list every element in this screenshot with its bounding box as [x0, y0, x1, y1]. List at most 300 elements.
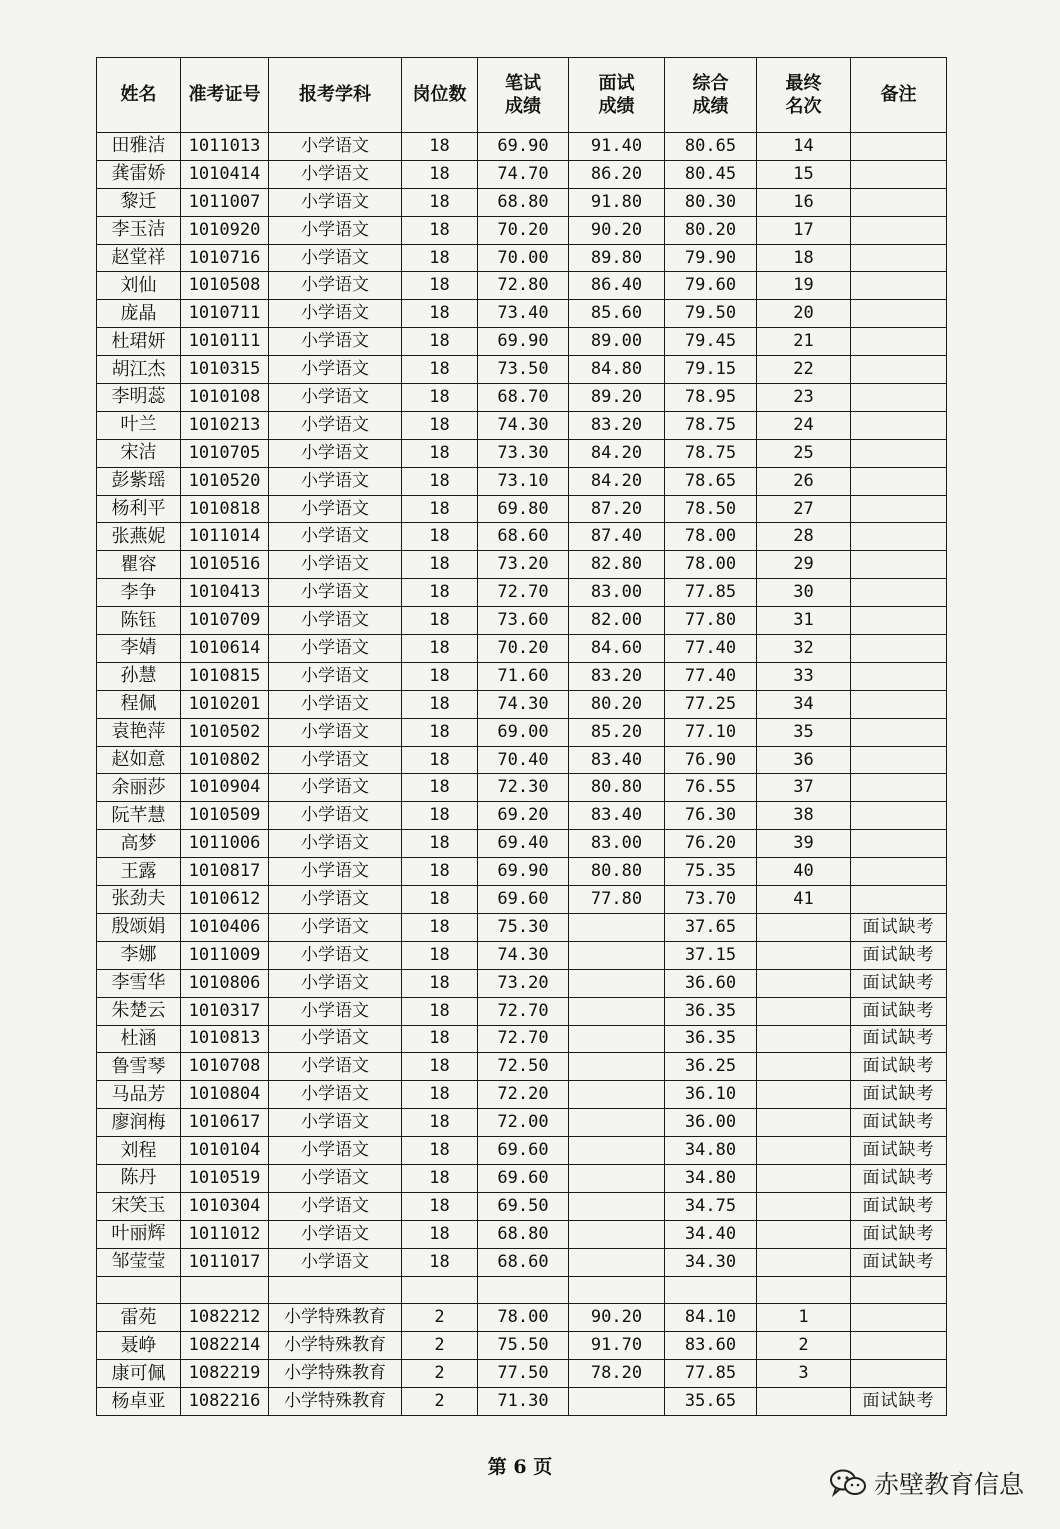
cell-interview-score: 90.20: [569, 216, 665, 244]
cell-positions: 2: [402, 1304, 478, 1332]
cell-subject: 小学语文: [269, 886, 402, 914]
table-row: [97, 1304, 947, 1332]
cell-final-rank: 36: [757, 746, 851, 774]
cell-subject: 小学语文: [269, 188, 402, 216]
cell-final-rank: [757, 1220, 851, 1248]
cell-written-score: 68.60: [478, 523, 569, 551]
cell-interview-score: 77.80: [569, 886, 665, 914]
cell-total-score: 37.15: [665, 941, 757, 969]
cell-remarks: [851, 718, 947, 746]
header-total-score: 综合 成绩: [665, 58, 757, 133]
cell-subject: 小学语文: [269, 997, 402, 1025]
cell-interview-score: 84.80: [569, 356, 665, 384]
table-row: [97, 467, 947, 495]
cell-written-score: 73.20: [478, 551, 569, 579]
cell-total-score: 79.60: [665, 272, 757, 300]
cell-remarks: 面试缺考: [851, 1109, 947, 1137]
cell-ticket-number: 1010617: [181, 1109, 269, 1137]
cell-total-score: 75.35: [665, 858, 757, 886]
cell-final-rank: [757, 1025, 851, 1053]
cell-ticket-number: 1011014: [181, 523, 269, 551]
cell-interview-score: 83.40: [569, 746, 665, 774]
cell-total-score: [665, 1276, 757, 1304]
cell-final-rank: 27: [757, 495, 851, 523]
cell-remarks: [851, 133, 947, 161]
cell-name: 龚雷娇: [97, 160, 181, 188]
cell-name: 黎迁: [97, 188, 181, 216]
cell-ticket-number: 1010612: [181, 886, 269, 914]
cell-written-score: 69.50: [478, 1192, 569, 1220]
cell-total-score: 77.25: [665, 690, 757, 718]
cell-name: 陈丹: [97, 1164, 181, 1192]
cell-name: 孙慧: [97, 662, 181, 690]
cell-subject: 小学语文: [269, 411, 402, 439]
cell-total-score: 78.50: [665, 495, 757, 523]
cell-subject: 小学语文: [269, 1081, 402, 1109]
cell-subject: 小学语文: [269, 1192, 402, 1220]
cell-name: 叶兰: [97, 411, 181, 439]
cell-name: 李争: [97, 579, 181, 607]
cell-positions: 18: [402, 495, 478, 523]
cell-positions: 18: [402, 160, 478, 188]
table-row: [97, 188, 947, 216]
cell-written-score: 69.60: [478, 1164, 569, 1192]
cell-interview-score: 86.40: [569, 272, 665, 300]
cell-name: 余丽莎: [97, 774, 181, 802]
cell-subject: 小学语文: [269, 858, 402, 886]
cell-total-score: 34.75: [665, 1192, 757, 1220]
cell-remarks: [851, 216, 947, 244]
cell-positions: 18: [402, 774, 478, 802]
cell-positions: 18: [402, 830, 478, 858]
cell-positions: 18: [402, 690, 478, 718]
table-row: [97, 579, 947, 607]
cell-name: 宋笑玉: [97, 1192, 181, 1220]
cell-subject: 小学语文: [269, 439, 402, 467]
table-row: [97, 969, 947, 997]
cell-subject: 小学语文: [269, 718, 402, 746]
cell-interview-score: 90.20: [569, 1304, 665, 1332]
cell-name: 瞿容: [97, 551, 181, 579]
cell-ticket-number: 1011017: [181, 1248, 269, 1276]
cell-positions: 18: [402, 1164, 478, 1192]
cell-name: 朱楚云: [97, 997, 181, 1025]
cell-positions: 18: [402, 635, 478, 663]
cell-name: 阮芊慧: [97, 802, 181, 830]
table-row: [97, 1332, 947, 1360]
cell-positions: 18: [402, 384, 478, 412]
cell-subject: 小学语文: [269, 133, 402, 161]
header-positions: 岗位数: [402, 58, 478, 133]
cell-subject: 小学语文: [269, 328, 402, 356]
cell-written-score: 69.40: [478, 830, 569, 858]
cell-final-rank: 2: [757, 1332, 851, 1360]
cell-written-score: 75.50: [478, 1332, 569, 1360]
cell-name: 庞晶: [97, 300, 181, 328]
cell-ticket-number: 1011006: [181, 830, 269, 858]
cell-final-rank: [757, 997, 851, 1025]
cell-ticket-number: 1011012: [181, 1220, 269, 1248]
header-name: 姓名: [97, 58, 181, 133]
cell-total-score: 77.85: [665, 1360, 757, 1388]
cell-positions: [402, 1276, 478, 1304]
cell-written-score: 72.70: [478, 579, 569, 607]
cell-positions: 2: [402, 1360, 478, 1388]
cell-remarks: [851, 1360, 947, 1388]
cell-total-score: 79.50: [665, 300, 757, 328]
cell-remarks: 面试缺考: [851, 913, 947, 941]
cell-name: 廖润梅: [97, 1109, 181, 1137]
cell-total-score: 76.55: [665, 774, 757, 802]
header-final-rank: 最终 名次: [757, 58, 851, 133]
cell-interview-score: 82.00: [569, 607, 665, 635]
header-written-score: 笔试 成绩: [478, 58, 569, 133]
cell-interview-score: 83.20: [569, 411, 665, 439]
cell-interview-score: 89.20: [569, 384, 665, 412]
cell-name: 杜涵: [97, 1025, 181, 1053]
cell-written-score: 73.20: [478, 969, 569, 997]
cell-ticket-number: 1010813: [181, 1025, 269, 1053]
cell-name: 殷颂娟: [97, 913, 181, 941]
cell-written-score: 69.60: [478, 886, 569, 914]
cell-remarks: [851, 579, 947, 607]
table-row: [97, 1081, 947, 1109]
cell-name: 张劲夫: [97, 886, 181, 914]
table-row: [97, 718, 947, 746]
cell-subject: 小学语文: [269, 300, 402, 328]
cell-name: 李婧: [97, 635, 181, 663]
cell-name: 高梦: [97, 830, 181, 858]
cell-ticket-number: 1011007: [181, 188, 269, 216]
cell-written-score: 74.30: [478, 941, 569, 969]
cell-remarks: [851, 356, 947, 384]
cell-total-score: 34.80: [665, 1164, 757, 1192]
cell-remarks: [851, 830, 947, 858]
cell-subject: 小学语文: [269, 244, 402, 272]
cell-ticket-number: 1010111: [181, 328, 269, 356]
cell-subject: 小学语文: [269, 1137, 402, 1165]
cell-written-score: 75.30: [478, 913, 569, 941]
cell-subject: 小学语文: [269, 216, 402, 244]
cell-ticket-number: 1010414: [181, 160, 269, 188]
cell-total-score: 79.90: [665, 244, 757, 272]
cell-subject: 小学语文: [269, 690, 402, 718]
cell-positions: 18: [402, 1192, 478, 1220]
cell-remarks: [851, 1304, 947, 1332]
cell-interview-score: 82.80: [569, 551, 665, 579]
cell-final-rank: [757, 1388, 851, 1416]
watermark-text: 赤壁教育信息: [873, 1470, 1024, 1499]
cell-interview-score: 89.00: [569, 328, 665, 356]
cell-name: 胡江杰: [97, 356, 181, 384]
cell-subject: 小学语文: [269, 662, 402, 690]
cell-name: 袁艳萍: [97, 718, 181, 746]
cell-ticket-number: 1010502: [181, 718, 269, 746]
cell-ticket-number: 1010108: [181, 384, 269, 412]
cell-written-score: 68.60: [478, 1248, 569, 1276]
cell-interview-score: [569, 1220, 665, 1248]
cell-subject: 小学语文: [269, 746, 402, 774]
cell-written-score: 74.30: [478, 690, 569, 718]
cell-remarks: [851, 746, 947, 774]
cell-remarks: 面试缺考: [851, 1388, 947, 1416]
cell-positions: 18: [402, 886, 478, 914]
cell-written-score: 73.30: [478, 439, 569, 467]
cell-total-score: 36.25: [665, 1053, 757, 1081]
cell-total-score: 77.40: [665, 662, 757, 690]
cell-total-score: 78.75: [665, 411, 757, 439]
cell-interview-score: 83.00: [569, 579, 665, 607]
cell-name: 李娜: [97, 941, 181, 969]
table-row: [97, 160, 947, 188]
cell-subject: 小学语文: [269, 830, 402, 858]
cell-name: 赵如意: [97, 746, 181, 774]
cell-ticket-number: 1010413: [181, 579, 269, 607]
table-row: [97, 607, 947, 635]
table-row: [97, 1137, 947, 1165]
cell-interview-score: [569, 997, 665, 1025]
cell-remarks: [851, 886, 947, 914]
cell-final-rank: [757, 969, 851, 997]
cell-positions: 18: [402, 1053, 478, 1081]
cell-total-score: 84.10: [665, 1304, 757, 1332]
cell-final-rank: 17: [757, 216, 851, 244]
cell-written-score: 68.80: [478, 1220, 569, 1248]
cell-interview-score: 78.20: [569, 1360, 665, 1388]
cell-interview-score: [569, 1192, 665, 1220]
cell-written-score: 73.50: [478, 356, 569, 384]
cell-interview-score: 89.80: [569, 244, 665, 272]
cell-remarks: [851, 802, 947, 830]
cell-final-rank: 37: [757, 774, 851, 802]
table-row: [97, 774, 947, 802]
cell-total-score: 77.85: [665, 579, 757, 607]
cell-name: 叶丽辉: [97, 1220, 181, 1248]
table-row: [97, 384, 947, 412]
cell-subject: 小学语文: [269, 160, 402, 188]
score-table: [96, 57, 947, 1416]
watermark: [828, 1465, 1024, 1501]
cell-total-score: 34.80: [665, 1137, 757, 1165]
cell-subject: 小学特殊教育: [269, 1360, 402, 1388]
cell-ticket-number: 1010201: [181, 690, 269, 718]
cell-total-score: 34.30: [665, 1248, 757, 1276]
table-row: [97, 244, 947, 272]
table-row: [97, 356, 947, 384]
cell-interview-score: 91.80: [569, 188, 665, 216]
cell-total-score: 37.65: [665, 913, 757, 941]
cell-subject: 小学语文: [269, 1025, 402, 1053]
cell-subject: 小学语文: [269, 941, 402, 969]
cell-name: 聂峥: [97, 1332, 181, 1360]
cell-total-score: 78.95: [665, 384, 757, 412]
cell-subject: 小学语文: [269, 1109, 402, 1137]
cell-written-score: 70.20: [478, 216, 569, 244]
cell-ticket-number: 1010520: [181, 467, 269, 495]
cell-positions: 18: [402, 746, 478, 774]
cell-ticket-number: 1010709: [181, 607, 269, 635]
cell-subject: 小学语文: [269, 579, 402, 607]
cell-remarks: [851, 523, 947, 551]
cell-subject: 小学特殊教育: [269, 1332, 402, 1360]
cell-ticket-number: 1011009: [181, 941, 269, 969]
cell-ticket-number: 1010315: [181, 356, 269, 384]
cell-remarks: [851, 858, 947, 886]
cell-total-score: 36.10: [665, 1081, 757, 1109]
cell-subject: 小学语文: [269, 356, 402, 384]
cell-total-score: 36.35: [665, 1025, 757, 1053]
cell-positions: 18: [402, 802, 478, 830]
cell-ticket-number: 1011013: [181, 133, 269, 161]
cell-total-score: 77.80: [665, 607, 757, 635]
cell-positions: 18: [402, 858, 478, 886]
cell-name: 田雅洁: [97, 133, 181, 161]
cell-interview-score: 87.20: [569, 495, 665, 523]
cell-written-score: 72.80: [478, 272, 569, 300]
cell-ticket-number: 1010708: [181, 1053, 269, 1081]
cell-written-score: 77.50: [478, 1360, 569, 1388]
table-row: [97, 1192, 947, 1220]
cell-final-rank: 29: [757, 551, 851, 579]
cell-name: 王露: [97, 858, 181, 886]
table-row: [97, 216, 947, 244]
table-row: [97, 1360, 947, 1388]
table-row: [97, 858, 947, 886]
cell-final-rank: 15: [757, 160, 851, 188]
cell-positions: 18: [402, 1220, 478, 1248]
cell-total-score: 78.75: [665, 439, 757, 467]
cell-remarks: 面试缺考: [851, 1053, 947, 1081]
cell-subject: 小学语文: [269, 774, 402, 802]
cell-positions: 18: [402, 551, 478, 579]
cell-positions: 18: [402, 579, 478, 607]
cell-total-score: 77.10: [665, 718, 757, 746]
cell-interview-score: 91.70: [569, 1332, 665, 1360]
cell-ticket-number: 1082212: [181, 1304, 269, 1332]
cell-total-score: 80.30: [665, 188, 757, 216]
cell-ticket-number: 1010904: [181, 774, 269, 802]
cell-remarks: [851, 384, 947, 412]
cell-ticket-number: 1082216: [181, 1388, 269, 1416]
cell-interview-score: [569, 969, 665, 997]
cell-interview-score: [569, 1248, 665, 1276]
cell-interview-score: [569, 941, 665, 969]
header-ticket-number: 准考证号: [181, 58, 269, 133]
cell-remarks: [851, 690, 947, 718]
cell-subject: [269, 1276, 402, 1304]
cell-subject: 小学语文: [269, 523, 402, 551]
cell-total-score: 78.65: [665, 467, 757, 495]
cell-positions: 18: [402, 523, 478, 551]
table-row: [97, 1276, 947, 1304]
cell-written-score: 69.80: [478, 495, 569, 523]
cell-final-rank: 24: [757, 411, 851, 439]
cell-remarks: [851, 1332, 947, 1360]
cell-written-score: 72.20: [478, 1081, 569, 1109]
cell-name: 康可佩: [97, 1360, 181, 1388]
wechat-icon: [828, 1468, 868, 1498]
cell-interview-score: 91.40: [569, 133, 665, 161]
cell-final-rank: 28: [757, 523, 851, 551]
table-row: [97, 300, 947, 328]
cell-total-score: 76.90: [665, 746, 757, 774]
cell-written-score: 73.10: [478, 467, 569, 495]
cell-final-rank: [757, 1164, 851, 1192]
cell-final-rank: [757, 1137, 851, 1165]
cell-interview-score: [569, 1137, 665, 1165]
cell-final-rank: 33: [757, 662, 851, 690]
cell-positions: 18: [402, 941, 478, 969]
cell-ticket-number: [181, 1276, 269, 1304]
cell-subject: 小学语文: [269, 1164, 402, 1192]
table-row: [97, 411, 947, 439]
cell-interview-score: [569, 1276, 665, 1304]
cell-ticket-number: 1082219: [181, 1360, 269, 1388]
table-row: [97, 1388, 947, 1416]
cell-remarks: [851, 244, 947, 272]
cell-final-rank: 31: [757, 607, 851, 635]
cell-interview-score: 80.80: [569, 858, 665, 886]
cell-written-score: 68.80: [478, 188, 569, 216]
cell-final-rank: [757, 1053, 851, 1081]
cell-positions: 18: [402, 467, 478, 495]
cell-positions: 18: [402, 1109, 478, 1137]
cell-final-rank: [757, 1248, 851, 1276]
cell-interview-score: 87.40: [569, 523, 665, 551]
cell-remarks: 面试缺考: [851, 969, 947, 997]
cell-ticket-number: 1010804: [181, 1081, 269, 1109]
cell-final-rank: 3: [757, 1360, 851, 1388]
cell-final-rank: 1: [757, 1304, 851, 1332]
header-subject: 报考学科: [269, 58, 402, 133]
cell-final-rank: [757, 1081, 851, 1109]
cell-positions: 18: [402, 216, 478, 244]
cell-ticket-number: 1010509: [181, 802, 269, 830]
cell-written-score: 72.30: [478, 774, 569, 802]
cell-positions: 18: [402, 969, 478, 997]
cell-name: 鲁雪琴: [97, 1053, 181, 1081]
cell-written-score: 71.30: [478, 1388, 569, 1416]
cell-written-score: 74.70: [478, 160, 569, 188]
cell-remarks: 面试缺考: [851, 1025, 947, 1053]
table-row: [97, 830, 947, 858]
cell-total-score: 78.00: [665, 523, 757, 551]
cell-name: 李明蕊: [97, 384, 181, 412]
cell-name: 马品芳: [97, 1081, 181, 1109]
cell-remarks: [851, 272, 947, 300]
table-row: [97, 997, 947, 1025]
cell-positions: 18: [402, 411, 478, 439]
cell-positions: 18: [402, 439, 478, 467]
cell-remarks: [851, 328, 947, 356]
cell-subject: 小学语文: [269, 913, 402, 941]
table-row: [97, 523, 947, 551]
cell-remarks: [851, 300, 947, 328]
cell-final-rank: 38: [757, 802, 851, 830]
cell-positions: 2: [402, 1332, 478, 1360]
cell-name: 张燕妮: [97, 523, 181, 551]
cell-positions: 18: [402, 133, 478, 161]
cell-ticket-number: 1010806: [181, 969, 269, 997]
cell-written-score: 74.30: [478, 411, 569, 439]
cell-written-score: 70.20: [478, 635, 569, 663]
cell-remarks: [851, 551, 947, 579]
cell-remarks: 面试缺考: [851, 997, 947, 1025]
table-row: [97, 439, 947, 467]
cell-positions: 18: [402, 997, 478, 1025]
cell-total-score: 77.40: [665, 635, 757, 663]
cell-positions: 18: [402, 188, 478, 216]
